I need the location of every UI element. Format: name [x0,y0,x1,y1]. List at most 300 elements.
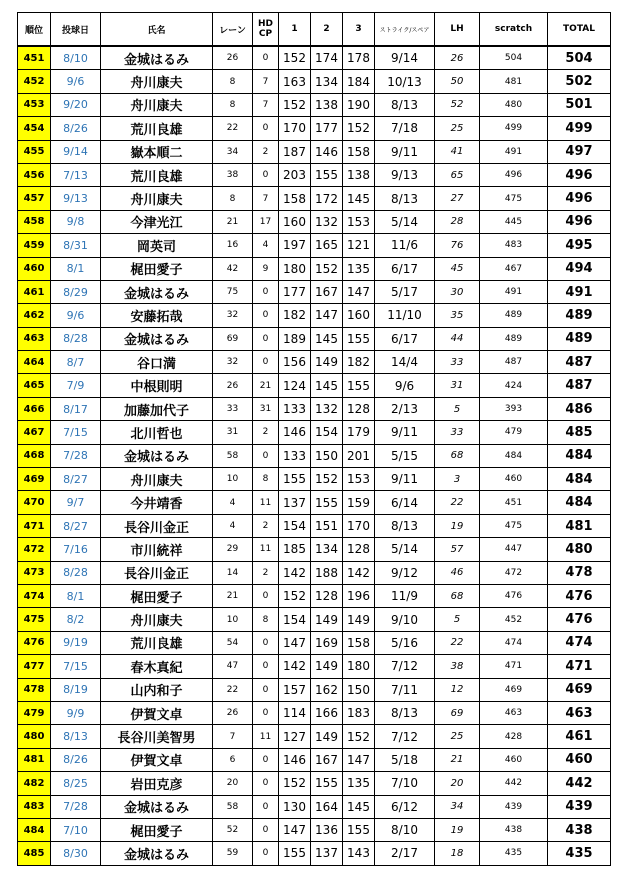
name-cell: 伊賀文卓 [101,701,213,724]
game-2-cell: 152 [311,468,343,491]
game-2-cell: 152 [311,257,343,280]
date-cell: 7/13 [51,163,101,186]
strike-spare-cell: 9/11 [375,140,435,163]
strike-spare-cell: 9/10 [375,608,435,631]
game-3-cell: 155 [343,327,375,350]
lh-cell: 34 [435,795,480,818]
date-cell: 8/13 [51,725,101,748]
lh-cell: 31 [435,374,480,397]
lh-cell: 68 [435,444,480,467]
header-hdcp-line2: CP [258,29,273,39]
table-row [18,678,611,701]
game-1-cell: 189 [279,327,311,350]
rank-cell: 456 [18,163,51,186]
header-lh: LH [435,13,480,47]
header-scratch: scratch [480,13,548,47]
name-cell: 梶田愛子 [101,257,213,280]
game-3-cell: 147 [343,748,375,771]
total-cell: 481 [548,514,611,537]
game-3-cell: 159 [343,491,375,514]
rank-cell: 460 [18,257,51,280]
game-2-cell: 149 [311,351,343,374]
total-cell: 478 [548,561,611,584]
table-row [18,304,611,327]
game-3-cell: 145 [343,187,375,210]
total-cell: 485 [548,421,611,444]
lh-cell: 3 [435,468,480,491]
total-cell: 474 [548,631,611,654]
lane-cell: 8 [213,187,253,210]
lane-cell: 59 [213,842,253,865]
lh-cell: 38 [435,655,480,678]
table-row [18,748,611,771]
game-1-cell: 127 [279,725,311,748]
hdcp-cell: 11 [253,725,279,748]
table-row [18,444,611,467]
game-1-cell: 180 [279,257,311,280]
lh-cell: 44 [435,327,480,350]
lh-cell: 65 [435,163,480,186]
total-cell: 499 [548,117,611,140]
rank-cell: 473 [18,561,51,584]
strike-spare-cell: 7/11 [375,678,435,701]
scratch-cell: 483 [480,234,548,257]
date-cell: 8/28 [51,561,101,584]
hdcp-cell: 8 [253,608,279,631]
rank-cell: 480 [18,725,51,748]
lh-cell: 46 [435,561,480,584]
total-cell: 487 [548,374,611,397]
game-1-cell: 185 [279,538,311,561]
scratch-cell: 499 [480,117,548,140]
table-row [18,584,611,607]
game-2-cell: 155 [311,491,343,514]
hdcp-cell: 9 [253,257,279,280]
lh-cell: 28 [435,210,480,233]
scratch-cell: 489 [480,304,548,327]
strike-spare-cell: 5/14 [375,210,435,233]
scratch-cell: 491 [480,280,548,303]
name-cell: 長谷川美智男 [101,725,213,748]
hdcp-cell: 21 [253,374,279,397]
hdcp-cell: 11 [253,491,279,514]
name-cell: 舟川康夫 [101,93,213,116]
name-cell: 長谷川金正 [101,514,213,537]
scratch-cell: 480 [480,93,548,116]
strike-spare-cell: 9/12 [375,561,435,584]
date-cell: 9/19 [51,631,101,654]
lane-cell: 21 [213,584,253,607]
hdcp-cell: 0 [253,327,279,350]
game-3-cell: 145 [343,795,375,818]
game-1-cell: 156 [279,351,311,374]
scratch-cell: 489 [480,327,548,350]
hdcp-cell: 0 [253,163,279,186]
lane-cell: 10 [213,608,253,631]
hdcp-cell: 0 [253,818,279,841]
header-date: 投球日 [51,13,101,47]
table-body [18,46,611,865]
strike-spare-cell: 7/18 [375,117,435,140]
scratch-cell: 472 [480,561,548,584]
game-3-cell: 170 [343,514,375,537]
rank-cell: 454 [18,117,51,140]
game-1-cell: 163 [279,70,311,93]
rank-cell: 468 [18,444,51,467]
hdcp-cell: 17 [253,210,279,233]
game-2-cell: 132 [311,210,343,233]
table-row [18,561,611,584]
strike-spare-cell: 11/10 [375,304,435,327]
total-cell: 501 [548,93,611,116]
lane-cell: 14 [213,561,253,584]
hdcp-cell: 0 [253,678,279,701]
game-2-cell: 128 [311,584,343,607]
date-cell: 9/9 [51,701,101,724]
date-cell: 8/1 [51,257,101,280]
scratch-cell: 504 [480,46,548,70]
scratch-cell: 451 [480,491,548,514]
rank-cell: 481 [18,748,51,771]
hdcp-cell: 11 [253,538,279,561]
game-1-cell: 177 [279,280,311,303]
strike-spare-cell: 8/13 [375,93,435,116]
scratch-cell: 481 [480,70,548,93]
game-1-cell: 155 [279,842,311,865]
hdcp-cell: 2 [253,561,279,584]
table-row [18,842,611,865]
total-cell: 484 [548,444,611,467]
lane-cell: 58 [213,444,253,467]
rank-cell: 462 [18,304,51,327]
date-cell: 8/26 [51,117,101,140]
strike-spare-cell: 2/17 [375,842,435,865]
lh-cell: 22 [435,491,480,514]
lh-cell: 68 [435,584,480,607]
table-row [18,538,611,561]
game-3-cell: 155 [343,374,375,397]
strike-spare-cell: 8/13 [375,187,435,210]
game-2-cell: 154 [311,421,343,444]
name-cell: 伊賀文卓 [101,748,213,771]
game-3-cell: 178 [343,46,375,70]
lane-cell: 10 [213,468,253,491]
hdcp-cell: 0 [253,584,279,607]
lane-cell: 31 [213,421,253,444]
name-cell: 梶田愛子 [101,584,213,607]
scratch-cell: 487 [480,351,548,374]
hdcp-cell: 7 [253,70,279,93]
header-game-1: 1 [279,13,311,47]
table-row [18,818,611,841]
lane-cell: 54 [213,631,253,654]
table-row [18,187,611,210]
strike-spare-cell: 9/6 [375,374,435,397]
game-2-cell: 155 [311,772,343,795]
game-1-cell: 154 [279,514,311,537]
game-1-cell: 147 [279,818,311,841]
rank-cell: 452 [18,70,51,93]
name-cell: 谷口満 [101,351,213,374]
game-2-cell: 169 [311,631,343,654]
rank-cell: 471 [18,514,51,537]
total-cell: 495 [548,234,611,257]
lh-cell: 19 [435,818,480,841]
total-cell: 439 [548,795,611,818]
lh-cell: 33 [435,351,480,374]
lh-cell: 69 [435,701,480,724]
table-row [18,701,611,724]
strike-spare-cell: 7/10 [375,772,435,795]
game-3-cell: 160 [343,304,375,327]
game-3-cell: 155 [343,818,375,841]
total-cell: 489 [548,327,611,350]
table-row [18,351,611,374]
total-cell: 494 [548,257,611,280]
name-cell: 金城はるみ [101,444,213,467]
lh-cell: 20 [435,772,480,795]
table-row [18,725,611,748]
game-2-cell: 137 [311,842,343,865]
game-1-cell: 152 [279,46,311,70]
strike-spare-cell: 6/12 [375,795,435,818]
lane-cell: 20 [213,772,253,795]
table-row [18,795,611,818]
header-game-2: 2 [311,13,343,47]
table-row [18,514,611,537]
table-row [18,608,611,631]
name-cell: 金城はるみ [101,842,213,865]
hdcp-cell: 0 [253,351,279,374]
hdcp-cell: 0 [253,701,279,724]
name-cell: 荒川良雄 [101,117,213,140]
strike-spare-cell: 5/16 [375,631,435,654]
game-3-cell: 184 [343,70,375,93]
name-cell: 舟川康夫 [101,608,213,631]
total-cell: 476 [548,584,611,607]
lane-cell: 26 [213,46,253,70]
rank-cell: 453 [18,93,51,116]
strike-spare-cell: 9/13 [375,163,435,186]
table-row [18,421,611,444]
table-row [18,655,611,678]
total-cell: 461 [548,725,611,748]
lane-cell: 8 [213,93,253,116]
game-3-cell: 152 [343,725,375,748]
game-1-cell: 142 [279,655,311,678]
hdcp-cell: 4 [253,234,279,257]
strike-spare-cell: 8/13 [375,514,435,537]
game-1-cell: 152 [279,772,311,795]
game-1-cell: 197 [279,234,311,257]
date-cell: 7/28 [51,795,101,818]
lane-cell: 26 [213,374,253,397]
lane-cell: 26 [213,701,253,724]
total-cell: 496 [548,187,611,210]
rank-cell: 483 [18,795,51,818]
lane-cell: 32 [213,304,253,327]
lane-cell: 4 [213,514,253,537]
game-3-cell: 128 [343,397,375,420]
strike-spare-cell: 11/6 [375,234,435,257]
game-3-cell: 180 [343,655,375,678]
date-cell: 8/27 [51,468,101,491]
scratch-cell: 442 [480,772,548,795]
rank-cell: 476 [18,631,51,654]
hdcp-cell: 0 [253,304,279,327]
hdcp-cell: 8 [253,468,279,491]
game-1-cell: 155 [279,468,311,491]
table-row [18,257,611,280]
strike-spare-cell: 5/18 [375,748,435,771]
table-row [18,631,611,654]
hdcp-cell: 0 [253,842,279,865]
game-3-cell: 179 [343,421,375,444]
strike-spare-cell: 5/14 [375,538,435,561]
game-2-cell: 165 [311,234,343,257]
game-3-cell: 128 [343,538,375,561]
scratch-cell: 469 [480,678,548,701]
date-cell: 7/15 [51,655,101,678]
header-rank: 順位 [18,13,51,47]
date-cell: 9/20 [51,93,101,116]
name-cell: 舟川康夫 [101,70,213,93]
lh-cell: 12 [435,678,480,701]
header-strike-spare: ストライク/スペア [375,13,435,47]
scratch-cell: 428 [480,725,548,748]
game-3-cell: 158 [343,140,375,163]
game-3-cell: 201 [343,444,375,467]
lh-cell: 76 [435,234,480,257]
scratch-cell: 479 [480,421,548,444]
hdcp-cell: 0 [253,117,279,140]
name-cell: 北川哲也 [101,421,213,444]
scratch-cell: 474 [480,631,548,654]
game-3-cell: 135 [343,772,375,795]
strike-spare-cell: 9/14 [375,46,435,70]
game-3-cell: 135 [343,257,375,280]
date-cell: 8/2 [51,608,101,631]
hdcp-cell: 7 [253,187,279,210]
total-cell: 489 [548,304,611,327]
game-1-cell: 182 [279,304,311,327]
game-3-cell: 147 [343,280,375,303]
game-2-cell: 162 [311,678,343,701]
strike-spare-cell: 5/17 [375,280,435,303]
date-cell: 8/30 [51,842,101,865]
date-cell: 9/7 [51,491,101,514]
game-2-cell: 146 [311,140,343,163]
lane-cell: 21 [213,210,253,233]
hdcp-cell: 31 [253,397,279,420]
rank-cell: 466 [18,397,51,420]
hdcp-cell: 0 [253,46,279,70]
hdcp-cell: 0 [253,444,279,467]
lane-cell: 33 [213,397,253,420]
table-row [18,234,611,257]
rank-cell: 455 [18,140,51,163]
game-2-cell: 145 [311,327,343,350]
game-3-cell: 149 [343,608,375,631]
table-row [18,468,611,491]
scratch-cell: 467 [480,257,548,280]
name-cell: 金城はるみ [101,46,213,70]
total-cell: 497 [548,140,611,163]
lh-cell: 33 [435,421,480,444]
game-3-cell: 183 [343,701,375,724]
name-cell: 荒川良雄 [101,163,213,186]
total-cell: 460 [548,748,611,771]
game-1-cell: 160 [279,210,311,233]
date-cell: 9/6 [51,304,101,327]
game-3-cell: 152 [343,117,375,140]
lh-cell: 41 [435,140,480,163]
name-cell: 今津光江 [101,210,213,233]
lane-cell: 22 [213,678,253,701]
name-cell: 中根則明 [101,374,213,397]
game-1-cell: 157 [279,678,311,701]
lane-cell: 38 [213,163,253,186]
date-cell: 9/8 [51,210,101,233]
strike-spare-cell: 6/14 [375,491,435,514]
total-cell: 496 [548,163,611,186]
total-cell: 487 [548,351,611,374]
strike-spare-cell: 6/17 [375,327,435,350]
lh-cell: 22 [435,631,480,654]
table-row [18,280,611,303]
table-row [18,397,611,420]
header-row [18,13,611,47]
rank-cell: 467 [18,421,51,444]
game-3-cell: 121 [343,234,375,257]
game-2-cell: 134 [311,538,343,561]
hdcp-cell: 0 [253,748,279,771]
lane-cell: 16 [213,234,253,257]
name-cell: 梶田愛子 [101,818,213,841]
game-3-cell: 190 [343,93,375,116]
date-cell: 8/10 [51,46,101,70]
hdcp-cell: 2 [253,140,279,163]
strike-spare-cell: 7/12 [375,725,435,748]
lh-cell: 21 [435,748,480,771]
strike-spare-cell: 9/11 [375,421,435,444]
lane-cell: 34 [213,140,253,163]
lh-cell: 30 [435,280,480,303]
date-cell: 9/13 [51,187,101,210]
game-1-cell: 114 [279,701,311,724]
lane-cell: 52 [213,818,253,841]
scratch-cell: 452 [480,608,548,631]
total-cell: 484 [548,491,611,514]
name-cell: 荒川良雄 [101,631,213,654]
game-2-cell: 155 [311,163,343,186]
total-cell: 480 [548,538,611,561]
strike-spare-cell: 11/9 [375,584,435,607]
date-cell: 8/19 [51,678,101,701]
date-cell: 7/28 [51,444,101,467]
name-cell: 春木真紀 [101,655,213,678]
game-2-cell: 149 [311,608,343,631]
lane-cell: 47 [213,655,253,678]
total-cell: 476 [548,608,611,631]
name-cell: 金城はるみ [101,795,213,818]
game-2-cell: 177 [311,117,343,140]
date-cell: 8/28 [51,327,101,350]
scratch-cell: 484 [480,444,548,467]
rank-cell: 484 [18,818,51,841]
game-1-cell: 133 [279,397,311,420]
table-row [18,491,611,514]
